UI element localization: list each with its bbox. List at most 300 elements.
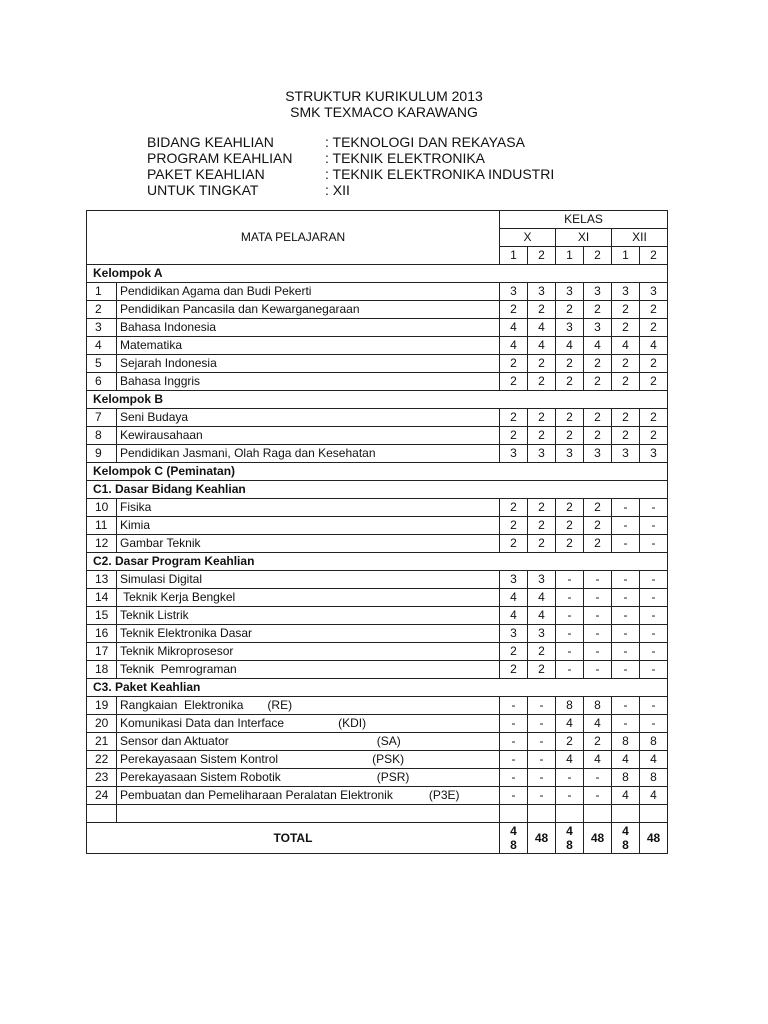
subject-row (87, 337, 668, 355)
hours-cell: 2 (556, 535, 584, 553)
hours-cell: 2 (556, 517, 584, 535)
subject-row (87, 445, 668, 463)
subject-cell (117, 409, 500, 427)
hours-cell: 2 (640, 355, 668, 373)
hours-cell: 2 (500, 499, 528, 517)
hours-cell: - (584, 625, 612, 643)
empty-cell (556, 805, 584, 823)
hours-cell: - (584, 661, 612, 679)
subject-abbreviation: (KDI) (338, 716, 367, 730)
hours-cell: 2 (556, 355, 584, 373)
group-label: C1. Dasar Bidang Keahlian (87, 481, 668, 499)
hours-cell: 2 (500, 535, 528, 553)
subject-name: Komunikasi Data dan Interface (120, 716, 285, 730)
hours-cell: - (612, 607, 640, 625)
hours-cell: - (584, 607, 612, 625)
hours-cell: 3 (612, 445, 640, 463)
subject-row (87, 409, 668, 427)
total-label: TOTAL (87, 823, 500, 854)
subject-row (87, 751, 668, 769)
hours-cell: - (528, 751, 556, 769)
hours-cell: - (612, 661, 640, 679)
hours-cell: 2 (612, 409, 640, 427)
hours-cell: 3 (528, 283, 556, 301)
subject-name: Kewirausahaan (120, 428, 203, 442)
info-row-bidang (147, 134, 554, 150)
subject-name: Seni Budaya (120, 410, 189, 424)
hours-cell: 4 (612, 787, 640, 805)
hours-cell: 3 (612, 283, 640, 301)
hours-cell: - (640, 589, 668, 607)
hours-cell: 4 (528, 607, 556, 625)
subject-abbreviation: (SA) (376, 734, 401, 748)
subject-cell (117, 517, 500, 535)
subject-number: 9 (87, 445, 117, 463)
subject-number: 3 (87, 319, 117, 337)
total-value: 48 (584, 823, 612, 854)
subject-number: 8 (87, 427, 117, 445)
hours-cell: 4 (584, 337, 612, 355)
hours-cell: - (612, 589, 640, 607)
hours-cell: 2 (528, 499, 556, 517)
empty-cell (500, 805, 528, 823)
subject-number: 12 (87, 535, 117, 553)
subject-name: Perekayasaan Sistem Robotik (120, 770, 281, 784)
hours-cell: 2 (500, 373, 528, 391)
subject-number: 14 (87, 589, 117, 607)
info-label: PAKET KEAHLIAN (147, 166, 265, 182)
semester-header: 1 (612, 247, 640, 265)
hours-cell: 3 (584, 319, 612, 337)
hours-cell: 2 (584, 499, 612, 517)
subject-name: Bahasa Indonesia (120, 320, 217, 334)
info-value: : TEKNIK ELEKTRONIKA INDUSTRI (325, 166, 555, 182)
hours-cell: 2 (528, 535, 556, 553)
group-label: Kelompok C (Peminatan) (87, 463, 668, 481)
subject-header: MATA PELAJARAN (87, 211, 500, 265)
subject-cell (117, 697, 500, 715)
subject-abbreviation: (RE) (267, 698, 293, 712)
hours-cell: 3 (584, 283, 612, 301)
subject-cell (117, 571, 500, 589)
hours-cell: 4 (528, 589, 556, 607)
subject-row (87, 769, 668, 787)
subject-number: 18 (87, 661, 117, 679)
hours-cell: 4 (640, 751, 668, 769)
hours-cell: 2 (500, 301, 528, 319)
subject-row (87, 427, 668, 445)
hours-cell: 3 (556, 283, 584, 301)
hours-cell: 3 (500, 625, 528, 643)
group-row (87, 463, 668, 481)
hours-cell: 2 (556, 499, 584, 517)
hours-cell: 4 (640, 787, 668, 805)
hours-cell: - (556, 589, 584, 607)
subject-cell (117, 787, 500, 805)
subject-cell (117, 751, 500, 769)
info-value: : XII (325, 182, 350, 198)
group-label: C2. Dasar Program Keahlian (87, 553, 668, 571)
hours-cell: 2 (612, 355, 640, 373)
subject-number: 20 (87, 715, 117, 733)
subject-name: Gambar Teknik (120, 536, 201, 550)
subject-number: 10 (87, 499, 117, 517)
info-value: : TEKNIK ELEKTRONIKA (325, 150, 486, 166)
hours-cell: 3 (528, 625, 556, 643)
subject-cell (117, 643, 500, 661)
grade-header-xii: XII (612, 229, 668, 247)
hours-cell: - (612, 625, 640, 643)
group-row (87, 391, 668, 409)
semester-header: 2 (528, 247, 556, 265)
subject-number: 5 (87, 355, 117, 373)
subject-row (87, 517, 668, 535)
hours-cell: 3 (500, 445, 528, 463)
hours-cell: 2 (612, 373, 640, 391)
hours-cell: 2 (640, 319, 668, 337)
info-row-tingkat (147, 182, 554, 198)
hours-cell: - (640, 661, 668, 679)
subject-number: 16 (87, 625, 117, 643)
subject-cell (117, 499, 500, 517)
group-label: Kelompok A (87, 265, 668, 283)
hours-cell: - (612, 697, 640, 715)
group-row (87, 481, 668, 499)
hours-cell: - (528, 769, 556, 787)
group-label: Kelompok B (87, 391, 668, 409)
hours-cell: 8 (612, 769, 640, 787)
kelas-header: KELAS (500, 211, 668, 229)
hours-cell: 2 (640, 373, 668, 391)
hours-cell: - (500, 697, 528, 715)
hours-cell: - (612, 571, 640, 589)
subject-name: Bahasa Inggris (120, 374, 201, 388)
hours-cell: 2 (584, 733, 612, 751)
grade-header-xi: XI (556, 229, 612, 247)
hours-cell: 2 (584, 355, 612, 373)
empty-cell (612, 805, 640, 823)
total-value: 48 (640, 823, 668, 854)
group-row (87, 265, 668, 283)
empty-cell (584, 805, 612, 823)
hours-cell: 2 (500, 661, 528, 679)
hours-cell: 8 (640, 733, 668, 751)
semester-header: 1 (500, 247, 528, 265)
total-value: 4 8 (500, 823, 528, 854)
hours-cell: - (556, 769, 584, 787)
subject-number: 21 (87, 733, 117, 751)
subject-name: Teknik Pemrograman (120, 662, 237, 676)
subject-row (87, 319, 668, 337)
info-label: UNTUK TINGKAT (147, 182, 259, 198)
subject-name: Pendidikan Pancasila dan Kewarganegaraan (120, 302, 360, 316)
grade-header-x: X (500, 229, 556, 247)
empty-cell (87, 805, 117, 823)
hours-cell: 2 (612, 301, 640, 319)
hours-cell: 2 (500, 427, 528, 445)
hours-cell: 2 (612, 319, 640, 337)
hours-cell: 3 (528, 571, 556, 589)
hours-cell: - (500, 751, 528, 769)
subject-row (87, 301, 668, 319)
hours-cell: 2 (556, 733, 584, 751)
hours-cell: - (500, 769, 528, 787)
hours-cell: 3 (500, 571, 528, 589)
subject-cell (117, 715, 500, 733)
hours-cell: 4 (556, 715, 584, 733)
subject-name: Sensor dan Aktuator (120, 734, 229, 748)
hours-cell: 4 (500, 607, 528, 625)
hours-cell: - (640, 625, 668, 643)
hours-cell: 4 (640, 337, 668, 355)
hours-cell: 8 (612, 733, 640, 751)
hours-cell: 2 (500, 517, 528, 535)
subject-abbreviation: (PSR) (376, 770, 410, 784)
spacer-row (87, 805, 668, 823)
hours-cell: 2 (528, 301, 556, 319)
hours-cell: - (528, 697, 556, 715)
hours-cell: - (500, 715, 528, 733)
hours-cell: - (500, 733, 528, 751)
hours-cell: 2 (528, 661, 556, 679)
subject-cell (117, 535, 500, 553)
hours-cell: - (640, 535, 668, 553)
hours-cell: 4 (556, 751, 584, 769)
hours-cell: 2 (612, 427, 640, 445)
hours-cell: 2 (500, 355, 528, 373)
subject-number: 19 (87, 697, 117, 715)
subject-name: Simulasi Digital (120, 572, 203, 586)
hours-cell: - (584, 571, 612, 589)
subject-name: Teknik Kerja Bengkel (120, 590, 236, 604)
hours-cell: 2 (584, 409, 612, 427)
hours-cell: 4 (584, 751, 612, 769)
subject-name: Teknik Elektronika Dasar (120, 626, 253, 640)
hours-cell: 2 (500, 409, 528, 427)
hours-cell: - (584, 787, 612, 805)
school-name: SMK TEXMACO KARAWANG (290, 104, 478, 120)
info-row-paket (147, 166, 554, 182)
subject-row (87, 355, 668, 373)
empty-cell (528, 805, 556, 823)
hours-cell: 3 (584, 445, 612, 463)
hours-cell: 3 (640, 445, 668, 463)
total-row (87, 823, 668, 854)
hours-cell: - (640, 643, 668, 661)
hours-cell: - (556, 571, 584, 589)
hours-cell: - (584, 643, 612, 661)
subject-number: 15 (87, 607, 117, 625)
hours-cell: 2 (640, 409, 668, 427)
subject-name: Pendidikan Agama dan Budi Pekerti (120, 284, 312, 298)
info-row-program (147, 150, 554, 166)
subject-cell (117, 589, 500, 607)
subject-number: 2 (87, 301, 117, 319)
hours-cell: 3 (556, 319, 584, 337)
hours-cell: 2 (640, 427, 668, 445)
hours-cell: - (640, 517, 668, 535)
hours-cell: - (528, 787, 556, 805)
group-label: C3. Paket Keahlian (87, 679, 668, 697)
hours-cell: - (528, 733, 556, 751)
group-row (87, 679, 668, 697)
subject-number: 23 (87, 769, 117, 787)
hours-cell: - (612, 715, 640, 733)
subject-cell (117, 373, 500, 391)
subject-row (87, 283, 668, 301)
subject-cell (117, 445, 500, 463)
header-row-kelas (87, 211, 668, 229)
hours-cell: 2 (528, 517, 556, 535)
hours-cell: 4 (556, 337, 584, 355)
subject-cell (117, 769, 500, 787)
hours-cell: 2 (584, 517, 612, 535)
subject-number: 1 (87, 283, 117, 301)
subject-row (87, 715, 668, 733)
empty-cell (117, 805, 500, 823)
hours-cell: 4 (528, 337, 556, 355)
hours-cell: 2 (556, 373, 584, 391)
subject-row (87, 607, 668, 625)
hours-cell: 3 (528, 445, 556, 463)
hours-cell: - (640, 697, 668, 715)
subject-cell (117, 733, 500, 751)
hours-cell: 2 (556, 427, 584, 445)
hours-cell: - (584, 589, 612, 607)
semester-header: 1 (556, 247, 584, 265)
subject-cell (117, 283, 500, 301)
subject-row (87, 733, 668, 751)
hours-cell: 2 (584, 301, 612, 319)
subject-name: Matematika (120, 338, 183, 352)
subject-row (87, 589, 668, 607)
subject-number: 22 (87, 751, 117, 769)
curriculum-table (86, 210, 668, 854)
hours-cell: 2 (500, 643, 528, 661)
hours-cell: - (528, 715, 556, 733)
subject-cell (117, 607, 500, 625)
hours-cell: 2 (528, 427, 556, 445)
total-value: 4 8 (612, 823, 640, 854)
hours-cell: - (556, 661, 584, 679)
subject-row (87, 697, 668, 715)
hours-cell: 2 (556, 409, 584, 427)
subject-cell (117, 427, 500, 445)
hours-cell: 8 (556, 697, 584, 715)
hours-cell: - (556, 625, 584, 643)
subject-name: Teknik Mikroprosesor (120, 644, 234, 658)
hours-cell: 2 (556, 301, 584, 319)
subject-number: 4 (87, 337, 117, 355)
hours-cell: 2 (584, 373, 612, 391)
total-value: 4 8 (556, 823, 584, 854)
subject-name: Rangkaian Elektronika (120, 698, 244, 712)
subject-name: Perekayasaan Sistem Kontrol (120, 752, 279, 766)
subject-name: Teknik Listrik (120, 608, 189, 622)
subject-row (87, 571, 668, 589)
subject-name: Pendidikan Jasmani, Olah Raga dan Kesehatan (120, 446, 376, 460)
subject-number: 11 (87, 517, 117, 535)
subject-number: 7 (87, 409, 117, 427)
hours-cell: - (612, 643, 640, 661)
curriculum-info (147, 134, 554, 198)
hours-cell: 4 (500, 589, 528, 607)
hours-cell: 2 (640, 301, 668, 319)
hours-cell: 2 (528, 355, 556, 373)
hours-cell: - (640, 715, 668, 733)
subject-number: 13 (87, 571, 117, 589)
semester-header: 2 (584, 247, 612, 265)
curriculum-table-body (87, 211, 668, 854)
subject-abbreviation: (P3E) (428, 788, 460, 802)
semester-header: 2 (640, 247, 668, 265)
hours-cell: - (584, 769, 612, 787)
hours-cell: - (612, 535, 640, 553)
subject-number: 17 (87, 643, 117, 661)
info-label: PROGRAM KEAHLIAN (147, 150, 293, 166)
hours-cell: - (640, 571, 668, 589)
subject-row (87, 661, 668, 679)
hours-cell: 2 (584, 535, 612, 553)
info-value: : TEKNOLOGI DAN REKAYASA (325, 134, 525, 150)
subject-row (87, 625, 668, 643)
hours-cell: - (612, 517, 640, 535)
hours-cell: 3 (556, 445, 584, 463)
hours-cell: 4 (500, 337, 528, 355)
hours-cell: 4 (612, 751, 640, 769)
subject-name: Fisika (120, 500, 152, 514)
hours-cell: 4 (500, 319, 528, 337)
hours-cell: 8 (640, 769, 668, 787)
subject-row (87, 643, 668, 661)
hours-cell: 4 (612, 337, 640, 355)
subject-cell (117, 301, 500, 319)
empty-cell (640, 805, 668, 823)
hours-cell: - (640, 499, 668, 517)
subject-cell (117, 661, 500, 679)
total-value: 48 (528, 823, 556, 854)
hours-cell: - (556, 787, 584, 805)
subject-number: 24 (87, 787, 117, 805)
info-label: BIDANG KEAHLIAN (147, 134, 274, 150)
hours-cell: 3 (500, 283, 528, 301)
subject-cell (117, 355, 500, 373)
subject-row (87, 535, 668, 553)
hours-cell: - (500, 787, 528, 805)
document-title: STRUKTUR KURIKULUM 2013 (285, 88, 483, 104)
subject-number: 6 (87, 373, 117, 391)
hours-cell: 8 (584, 697, 612, 715)
hours-cell: 2 (528, 409, 556, 427)
subject-abbreviation: (PSK) (372, 752, 405, 766)
subject-cell (117, 337, 500, 355)
hours-cell: 2 (528, 643, 556, 661)
hours-cell: 4 (528, 319, 556, 337)
subject-name: Pembuatan dan Pemeliharaan Peralatan Elektronik (120, 788, 393, 802)
subject-cell (117, 319, 500, 337)
hours-cell: 2 (584, 427, 612, 445)
group-row (87, 553, 668, 571)
subject-row (87, 373, 668, 391)
hours-cell: - (556, 643, 584, 661)
subject-row (87, 499, 668, 517)
hours-cell: 3 (640, 283, 668, 301)
hours-cell: - (556, 607, 584, 625)
subject-name: Kimia (120, 518, 151, 532)
hours-cell: 4 (584, 715, 612, 733)
subject-name: Sejarah Indonesia (120, 356, 217, 370)
hours-cell: - (640, 607, 668, 625)
